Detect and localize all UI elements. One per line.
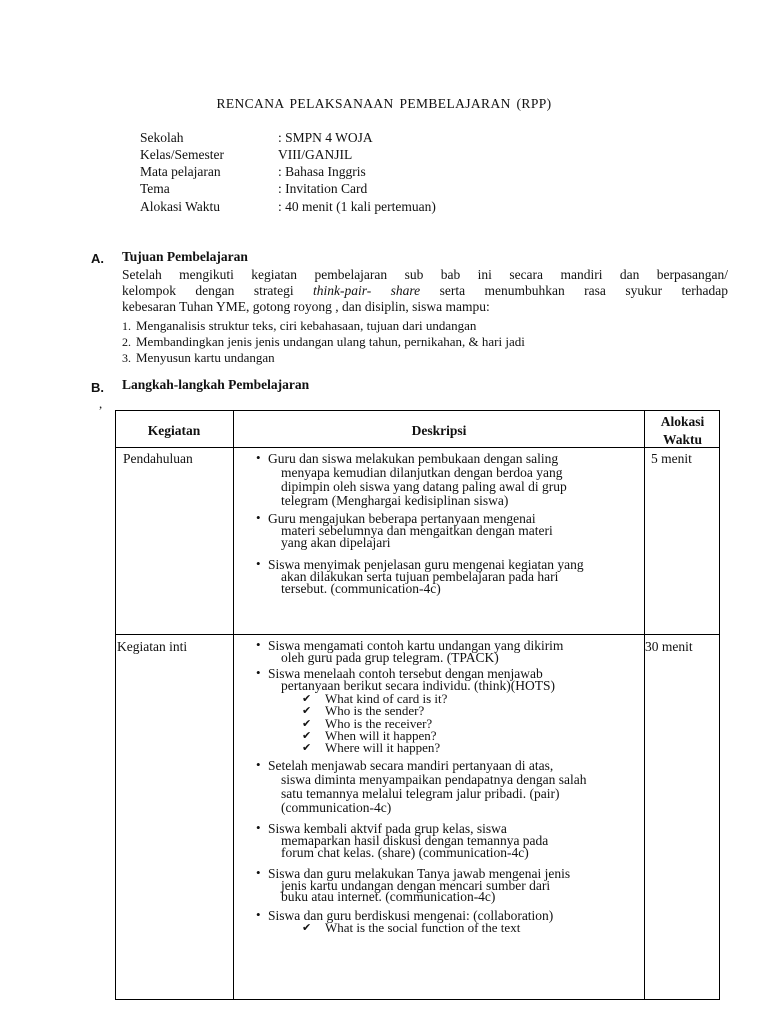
bullet-icon: • <box>256 637 261 652</box>
header-kegiatan: Kegiatan <box>147 423 201 438</box>
check-icon: ✔ <box>302 728 312 742</box>
bullet-icon: • <box>256 556 261 571</box>
section-a-intro <box>122 267 728 315</box>
info-value: : Bahasa Inggris <box>278 164 366 179</box>
row-kegiatan-inti: Kegiatan inti <box>117 639 188 654</box>
header-deskripsi: Deskripsi <box>411 423 467 438</box>
check-icon: ✔ <box>302 716 312 730</box>
bullet-icon: • <box>256 665 261 680</box>
check-icon: ✔ <box>302 704 312 718</box>
list-item: 3. Menyusun kartu undangan <box>122 350 275 365</box>
steps-table: Kegiatan Deskripsi Alokasi Waktu Pendahuluan 5 menit Kegiatan inti 30 menit • Guru dan siswa melakukan pembukaan dengan saling menyapa kemudian dilanjutkan dengan berdoa yang dipimpin oleh siswa yang datang paling awal di grup telegram (Menghargai kedisiplinan siswa) • Guru mengajukan beberapa pertanyaan mengenai materi sebelumnya dan mengaitkan dengan materi yang akan dipelajari • Siswa menyimak penjelasan guru mengenai kegiatan yang akan dilakukan serta tujuan pembelajaran pada hari tersebut. (communication-4c) • Siswa mengamati contoh kartu undangan yang dikirim oleh guru pada grup telegram. (TPACK) • Siswa menelaah contoh tersebut dengan menjawab pertanyaan berikut secara individu. (think)(HOTS) ✔ What kind of card is it? ✔ Who is the sender? ✔ Who is the receiver? ✔ When will it happen? ✔ Where will it happen? • Setelah menjawab secara mandiri pertanyaan di atas, siswa diminta menyampaikan pendapatnya dengan salah satu temannya melalui telegram jalur pribadi. (pair) (communication-4c) • Siswa kembali aktvif pada grup kelas, siswa memaparkan hasil diskusi dengan temannya pada forum chat kelas. (share) (communication-4c) • Siswa dan guru melakukan Tanya jawab mengenai jenis jenis kartu undangan dengan mencari sumber dari buku atau internet. (communication-4c) • Siswa dan guru berdiskusi mengenai: (collaboration) ✔ What is the social function of the text <box>115 410 720 1000</box>
stray-mark: , <box>99 396 103 411</box>
section-a-title: Tujuan Pembelajaran <box>122 249 248 264</box>
info-label: Tema <box>140 181 170 196</box>
row-waktu: 5 menit <box>651 451 692 466</box>
bullet-icon: • <box>256 820 261 835</box>
info-value: : 40 menit (1 kali pertemuan) <box>278 199 436 214</box>
header-alokasi: Alokasi <box>660 414 705 429</box>
row-kegiatan-pendahuluan: Pendahuluan <box>123 451 193 466</box>
intro-line: kebesaran Tuhan YME, gotong royong , dan disiplin, siswa mampu: <box>122 299 490 314</box>
list-item: 2. Membandingkan jenis jenis undangan ulang tahun, pernikahan, & hari jadi <box>122 334 525 349</box>
bullet-icon: • <box>256 907 261 922</box>
bullet-icon: • <box>256 865 261 880</box>
info-label: Sekolah <box>140 130 184 145</box>
check-icon: ✔ <box>302 741 312 755</box>
intro-line: Setelah mengikuti kegiatan pembelajaran sub bab ini secara mandiri dan berpasangan/ <box>122 267 728 282</box>
check-icon: ✔ <box>302 692 312 705</box>
info-label: Mata pelajaran <box>140 164 221 179</box>
info-value: VIII/GANJIL <box>278 147 353 162</box>
section-a-letter: A. <box>91 251 104 266</box>
info-label: Kelas/Semester <box>140 147 224 162</box>
section-a-list <box>122 318 525 366</box>
bullet-icon: • <box>256 510 261 525</box>
bullet-icon: • <box>256 757 261 772</box>
info-label: Alokasi Waktu <box>140 199 221 214</box>
info-value: : SMPN 4 WOJA <box>278 130 373 145</box>
section-b-title: Langkah-langkah Pembelajaran <box>122 377 310 392</box>
info-value: : Invitation Card <box>278 181 368 196</box>
bullet-icon: • <box>256 450 261 465</box>
header-waktu: Waktu <box>662 432 703 447</box>
intro-line: kelompok dengan strategi think-pair- share serta menumbuhkan rasa syukur terhadap <box>122 283 728 298</box>
document-title: RENCANA PELAKSANAAN PEMBELAJARAN (RPP) <box>216 96 552 111</box>
row-waktu: 30 menit <box>645 639 693 654</box>
list-item: 1. Menganalisis struktur teks, ciri kebahasaan, tujuan dari undangan <box>122 318 477 333</box>
section-b-letter: B. <box>91 380 104 395</box>
check-icon: ✔ <box>302 921 312 934</box>
